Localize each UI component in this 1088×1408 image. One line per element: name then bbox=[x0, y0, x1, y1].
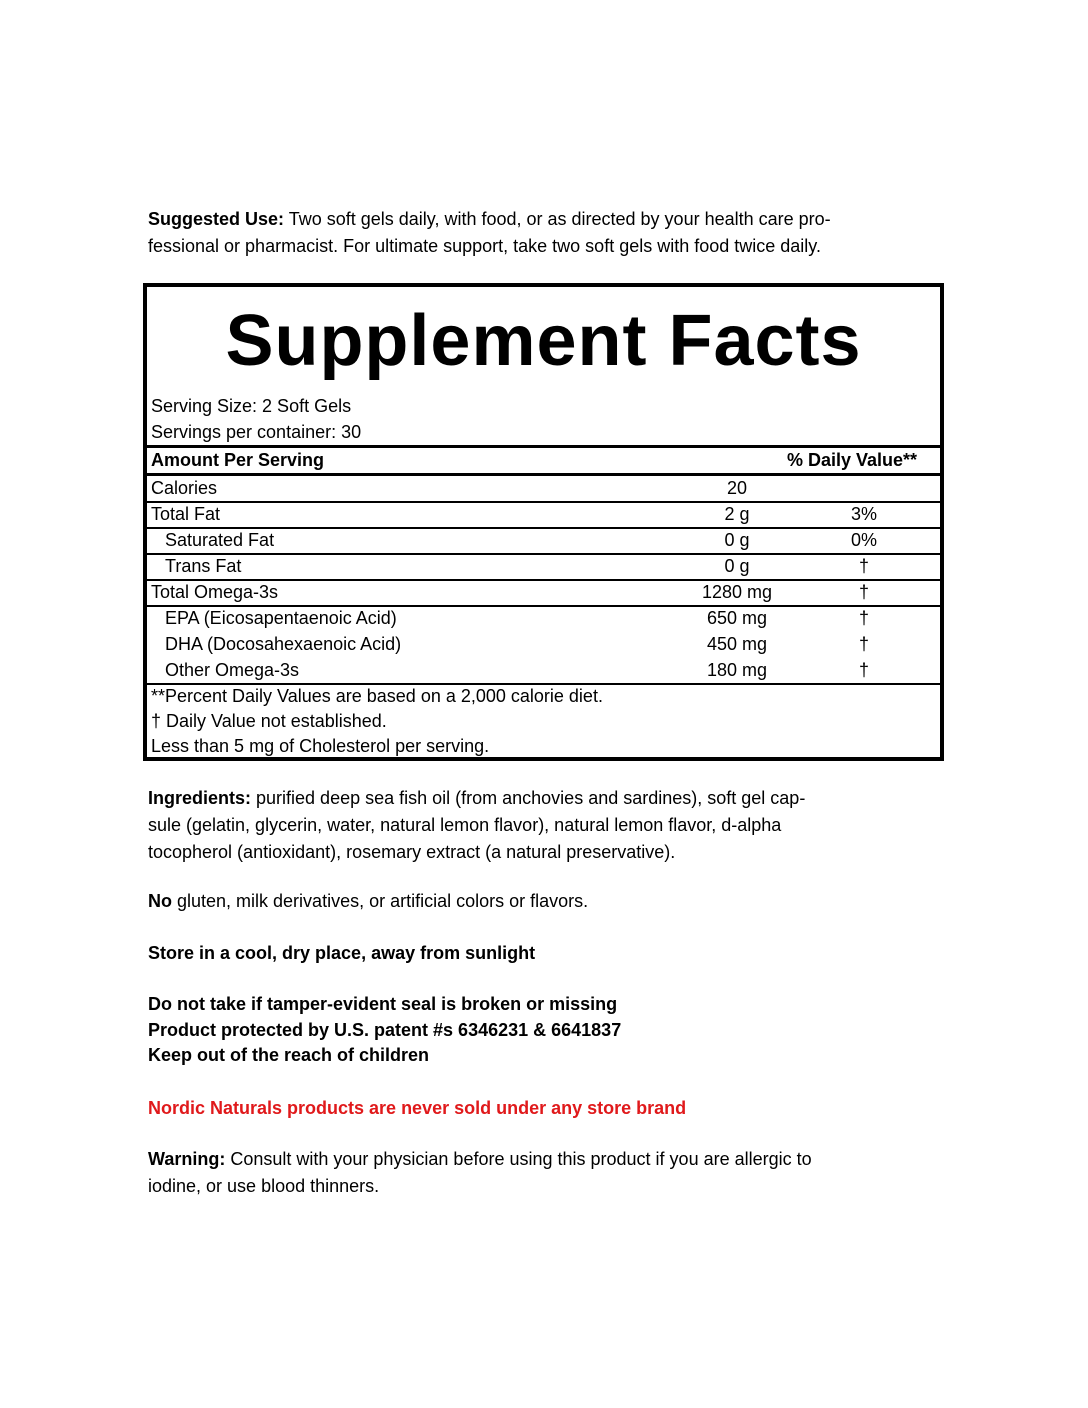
no-label: No bbox=[148, 891, 172, 911]
nutrient-amount: 450 mg bbox=[706, 634, 768, 654]
ingredients-line3: tocopherol (antioxidant), rosemary extract (a natural preservative). bbox=[148, 842, 676, 862]
ingredients-line1: purified deep sea fish oil (from anchovies and sardines), soft gel cap- bbox=[251, 788, 806, 808]
warning-line1: Consult with your physician before using this product if you are allergic to bbox=[225, 1149, 812, 1169]
warning-line2: iodine, or use blood thinners. bbox=[148, 1176, 380, 1196]
servings-per-container: Servings per container: 30 bbox=[151, 422, 362, 442]
nutrient-daily-value: † bbox=[858, 582, 869, 602]
nutrient-daily-value: 3% bbox=[850, 504, 877, 524]
ingredients-line2: sule (gelatin, glycerin, water, natural lemon flavor), natural lemon flavor, d-alpha bbox=[148, 815, 782, 835]
warning-label: Warning: bbox=[148, 1149, 226, 1169]
patent-statement: Product protected by U.S. patent #s 6346231 & 6641837 bbox=[148, 1019, 622, 1040]
nutrient-daily-value: † bbox=[858, 556, 869, 576]
facts-row-epa bbox=[147, 606, 940, 630]
brand-notice: Nordic Naturals products are never sold under any store brand bbox=[148, 1098, 687, 1118]
suggested-use-paragraph bbox=[148, 206, 908, 260]
facts-row-saturated-fat bbox=[147, 528, 940, 552]
suggested-use-label: Suggested Use: bbox=[148, 209, 285, 229]
free-from-text: gluten, milk derivatives, or artificial colors or flavors. bbox=[172, 891, 589, 911]
nutrient-name: Saturated Fat bbox=[165, 530, 275, 550]
ingredients-label: Ingredients: bbox=[148, 788, 252, 808]
header-amount-per-serving: Amount Per Serving bbox=[151, 450, 325, 470]
nutrient-amount: 1280 mg bbox=[701, 582, 773, 602]
facts-row-trans-fat bbox=[147, 554, 940, 578]
facts-header-row bbox=[147, 448, 940, 472]
nutrient-name: Total Fat bbox=[151, 504, 221, 524]
storage-statement: Store in a cool, dry place, away from sunlight bbox=[148, 943, 536, 963]
facts-row-total-fat bbox=[147, 502, 940, 526]
facts-row-total-omega-3s bbox=[147, 580, 940, 604]
nutrient-name: Total Omega-3s bbox=[151, 582, 279, 602]
header-daily-value: % Daily Value** bbox=[786, 450, 918, 470]
supplement-facts-panel bbox=[143, 283, 944, 761]
warning-paragraph bbox=[148, 1146, 908, 1200]
footnote-daily-values: **Percent Daily Values are based on a 2,000 calorie diet. bbox=[151, 686, 603, 706]
ingredients-paragraph bbox=[148, 785, 908, 866]
nutrient-name: Calories bbox=[151, 478, 218, 498]
free-from-statement bbox=[148, 888, 908, 915]
serving-size: Serving Size: 2 Soft Gels bbox=[151, 396, 352, 416]
suggested-use-text-line2: fessional or pharmacist. For ultimate support, take two soft gels with food twice daily. bbox=[148, 236, 821, 256]
nutrient-amount: 0 g bbox=[724, 556, 750, 576]
nutrient-amount: 20 bbox=[726, 478, 748, 498]
nutrient-amount: 2 g bbox=[724, 504, 750, 524]
nutrient-name: Other Omega-3s bbox=[165, 660, 300, 680]
tamper-seal-statement: Do not take if tamper-evident seal is broken or missing bbox=[148, 994, 618, 1014]
safety-statements bbox=[148, 992, 908, 1069]
nutrient-amount: 0 g bbox=[724, 530, 750, 550]
suggested-use-text-line1: Two soft gels daily, with food, or as directed by your health care pro- bbox=[284, 209, 831, 229]
keep-away-children-statement: Keep out of the reach of children bbox=[148, 1045, 430, 1065]
nutrient-daily-value: † bbox=[858, 660, 869, 680]
nutrient-daily-value: † bbox=[858, 608, 869, 628]
nutrient-name: DHA (Docosahexaenoic Acid) bbox=[165, 634, 402, 654]
nutrient-amount: 180 mg bbox=[706, 660, 768, 680]
supplement-facts-title: Supplement Facts bbox=[225, 301, 862, 381]
nutrient-name: EPA (Eicosapentaenoic Acid) bbox=[165, 608, 397, 628]
facts-row-calories bbox=[147, 476, 940, 500]
nutrient-daily-value: 0% bbox=[850, 530, 877, 550]
nutrient-amount: 650 mg bbox=[706, 608, 768, 628]
facts-row-other-omega-3s bbox=[147, 658, 940, 682]
nutrient-name: Trans Fat bbox=[165, 556, 242, 576]
footnote-cholesterol: Less than 5 mg of Cholesterol per serving. bbox=[151, 736, 490, 756]
nutrient-daily-value: † bbox=[858, 634, 869, 654]
footnote-dagger: † Daily Value not established. bbox=[151, 711, 387, 731]
facts-row-dha bbox=[147, 632, 940, 656]
